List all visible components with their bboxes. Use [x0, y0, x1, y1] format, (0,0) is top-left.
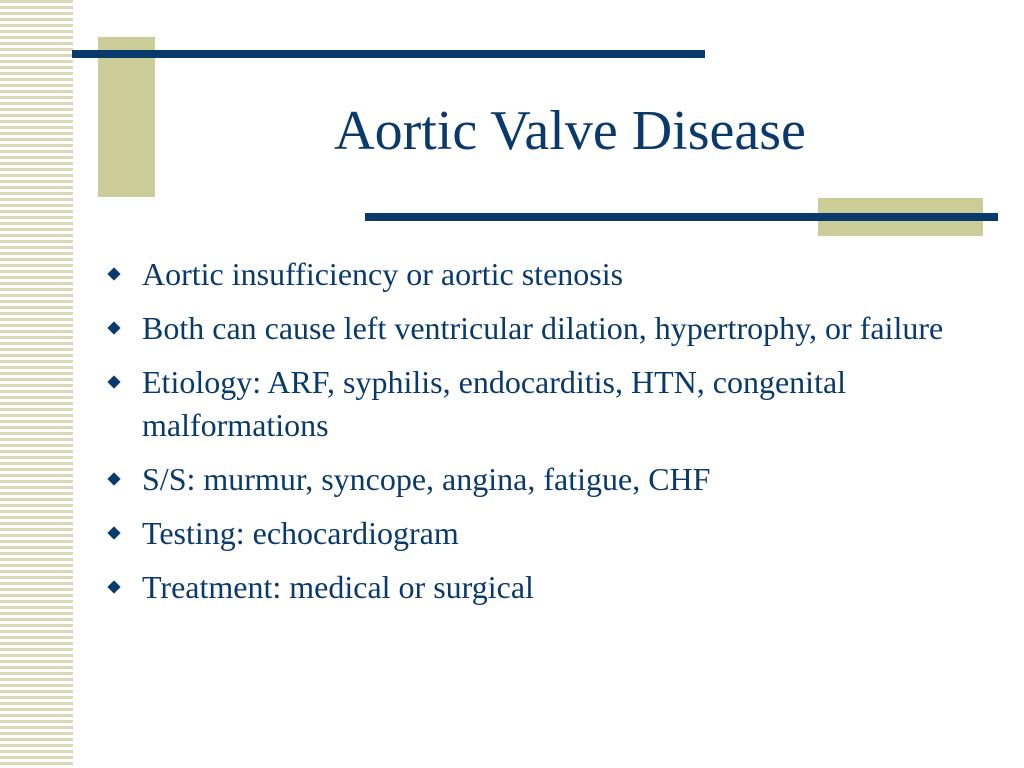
- list-item: [104, 253, 984, 296]
- decorative-stripe-band: [0, 0, 73, 768]
- bullet-text: Treatment: medical or surgical: [142, 569, 534, 605]
- list-item: [104, 512, 984, 555]
- list-item: [104, 361, 984, 447]
- list-item: [104, 458, 984, 501]
- decorative-tan-block-top: [98, 37, 155, 197]
- list-item: [104, 566, 984, 609]
- diamond-bullet-icon: [107, 375, 120, 388]
- diamond-bullet-icon: [107, 321, 120, 334]
- bullet-text: Both can cause left ventricular dilation, hypertrophy, or failure: [142, 310, 944, 346]
- bullet-text: Aortic insufficiency or aortic stenosis: [142, 256, 624, 292]
- diamond-bullet-icon: [107, 580, 120, 593]
- list-item: [104, 307, 984, 350]
- bullet-text: Testing: echocardiogram: [142, 515, 459, 551]
- diamond-bullet-icon: [107, 526, 120, 539]
- diamond-bullet-icon: [107, 472, 120, 485]
- bullet-text: S/S: murmur, syncope, angina, fatigue, CHF: [142, 461, 711, 497]
- decorative-navy-line-bottom: [365, 213, 998, 221]
- bullet-text: Etiology: ARF, syphilis, endocarditis, HTN, congenital malformations: [142, 364, 847, 443]
- bullet-list: [104, 253, 984, 620]
- diamond-bullet-icon: [107, 267, 120, 280]
- decorative-navy-line-top: [72, 50, 705, 58]
- slide-title: Aortic Valve Disease: [334, 100, 806, 162]
